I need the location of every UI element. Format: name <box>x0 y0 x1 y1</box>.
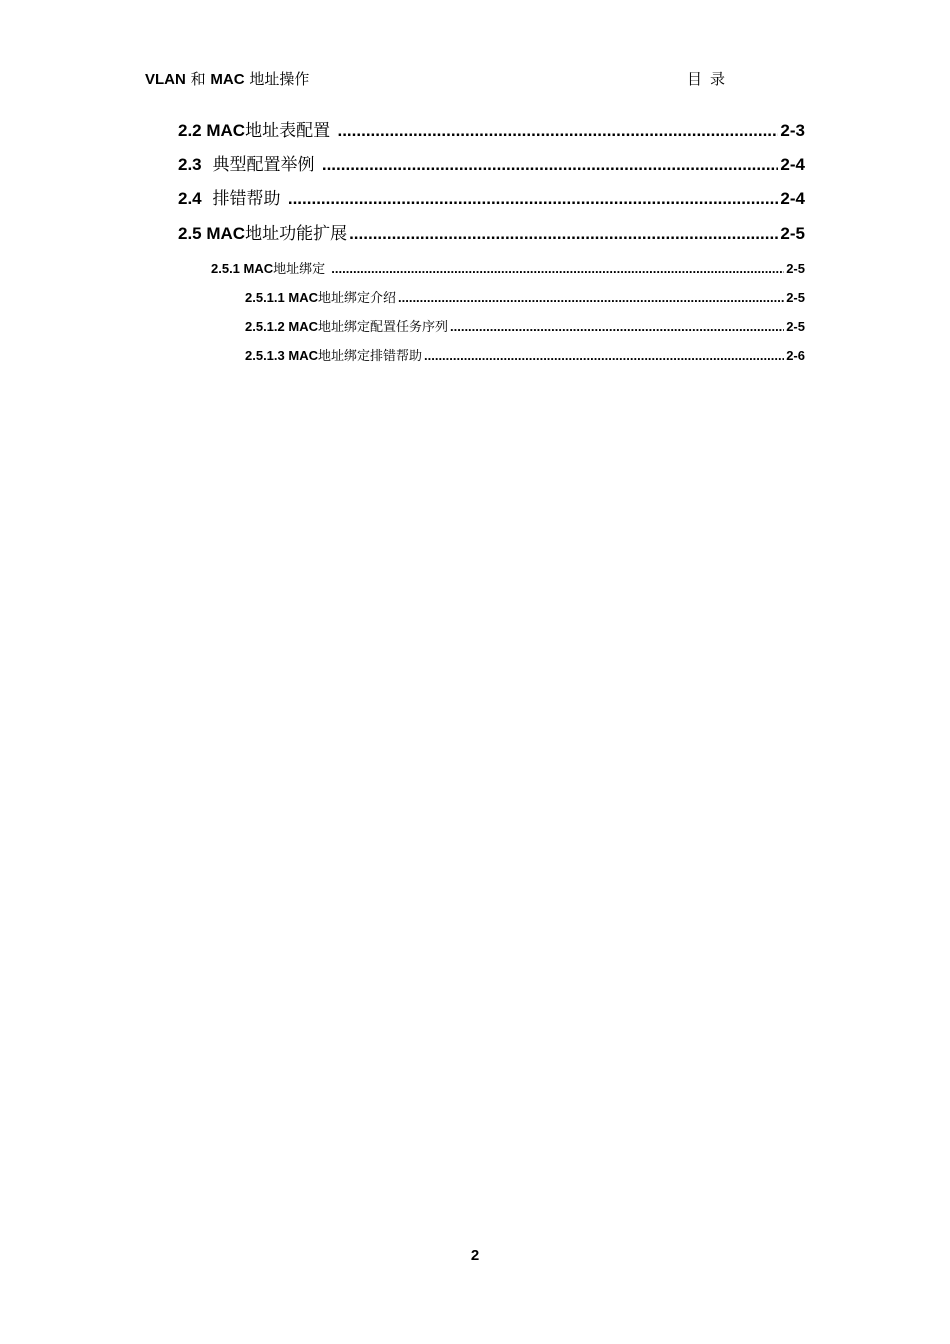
toc-title: 地址绑定介绍 <box>317 291 396 306</box>
toc-leader <box>337 121 778 141</box>
toc-leader <box>331 261 784 276</box>
header-part-and: 和 <box>185 70 211 88</box>
toc-entry-2-5-1-2[interactable] <box>245 316 805 335</box>
header-part-vlan: VLAN <box>145 71 186 88</box>
toc-entry-2-5-1[interactable] <box>211 258 805 277</box>
toc-title: 地址表配置 <box>245 121 336 141</box>
toc-number: 2.4 <box>178 189 202 208</box>
toc-number: 2.5.1.3 MAC <box>245 348 318 363</box>
toc-entry-2-3[interactable] <box>178 150 805 175</box>
toc-page: 2-5 <box>780 224 805 243</box>
toc-leader <box>288 189 779 209</box>
toc-title: 地址绑定排错帮助 <box>317 349 422 364</box>
toc-number: 2.5.1.2 MAC <box>245 319 318 334</box>
toc-page: 2-5 <box>786 319 805 334</box>
toc-leader <box>322 155 779 175</box>
toc-title: 地址绑定 <box>273 262 330 277</box>
toc-page: 2-3 <box>780 121 805 140</box>
toc-title: 典型配置举例 <box>201 155 320 175</box>
header-part-mac: MAC <box>210 71 245 88</box>
toc-page: 2-5 <box>786 261 805 276</box>
page-number: 2 <box>470 1247 480 1264</box>
toc-entry-2-5[interactable] <box>178 219 805 244</box>
toc-entry-2-4[interactable] <box>178 184 805 209</box>
toc-number: 2.5.1.1 MAC <box>245 290 318 305</box>
toc-leader <box>450 319 784 334</box>
toc-page: 2-6 <box>786 348 805 363</box>
running-header-section: 目录 <box>687 70 734 88</box>
toc-number: 2.5 MAC <box>178 224 246 243</box>
toc-title: 地址绑定配置任务序列 <box>317 320 448 335</box>
toc-page: 2-4 <box>780 155 805 174</box>
toc-leader <box>398 290 784 305</box>
toc-page: 2-5 <box>786 290 805 305</box>
toc-leader <box>349 224 778 244</box>
toc-title: 地址功能扩展 <box>245 224 348 244</box>
toc-number: 2.2 MAC <box>178 121 246 140</box>
toc-page: 2-4 <box>780 189 805 208</box>
toc-number: 2.3 <box>178 155 202 174</box>
toc-leader <box>424 348 784 363</box>
toc-entry-2-2[interactable] <box>178 116 805 141</box>
toc-number: 2.5.1 MAC <box>211 261 274 276</box>
toc-title: 排错帮助 <box>201 189 286 209</box>
toc-entry-2-5-1-1[interactable] <box>245 287 805 306</box>
toc-entry-2-5-1-3[interactable] <box>245 345 805 364</box>
header-part-operation: 地址操作 <box>244 70 310 88</box>
